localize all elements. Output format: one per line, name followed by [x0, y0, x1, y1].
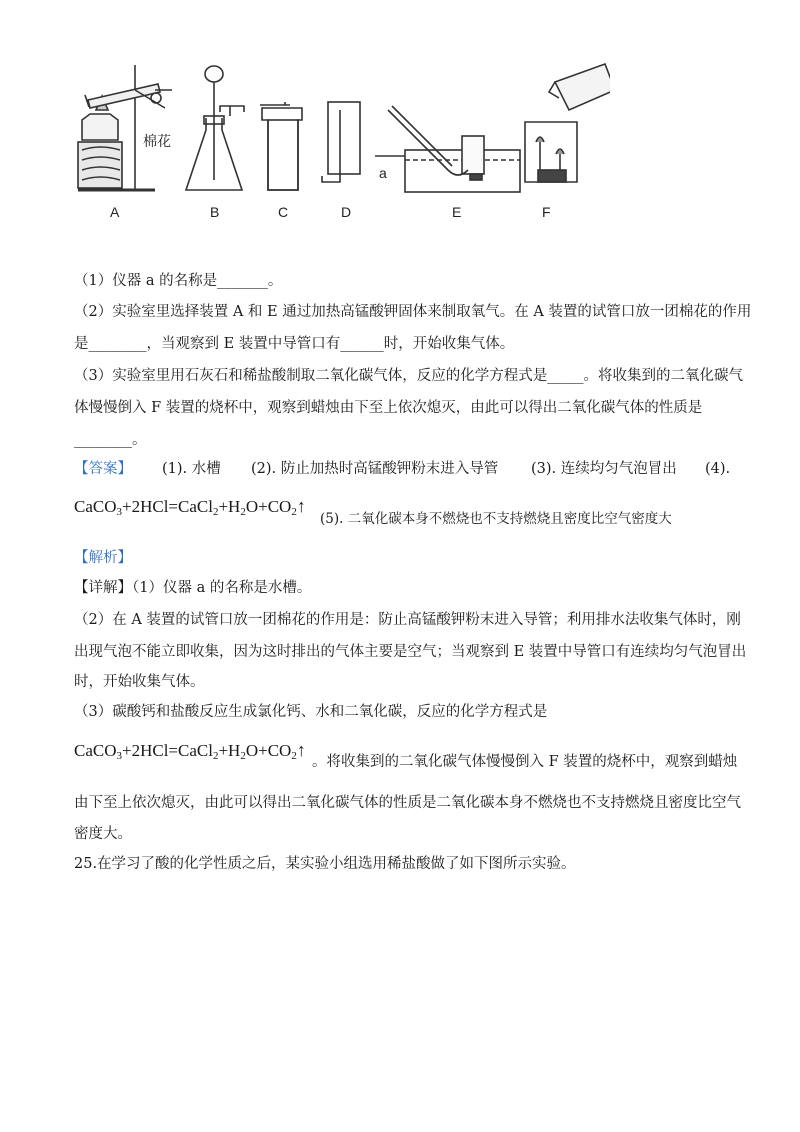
apparatus-label-e: E: [452, 204, 462, 220]
apparatus-label-b: B: [210, 204, 220, 220]
next-question-25: 25.在学习了酸的化学性质之后，某实验小组选用稀盐酸做了如下图所示实验。: [74, 856, 576, 872]
question-3-line-3: ________。: [74, 432, 147, 448]
answer-equation: $CaCO_3+2HCl=CaCl_2+H_2O+CO_2↑$: [74, 496, 306, 518]
apparatus-b-drawing: [186, 66, 244, 190]
answer-4: (4).: [705, 461, 731, 477]
analysis-2-line-2: 出现气泡不能立即收集，因为这时排出的气体主要是空气；当观察到 E 装置中导管口有连续均匀气泡冒出: [74, 644, 747, 660]
apparatus-c-drawing: [260, 102, 302, 190]
analysis-equation: $CaCO_3+2HCl=CaCl_2+H_2O+CO_2↑$: [74, 740, 306, 762]
apparatus-label-a: A: [110, 204, 120, 220]
analysis-tag: 【解析】: [74, 550, 132, 566]
apparatus-label-c: C: [278, 204, 289, 220]
question-2-line-1: （2）实验室里选择装置 A 和 E 通过加热高锰酸钾固体来制取氧气。在 A 装置的试管口放一团棉花的作用: [74, 304, 752, 320]
apparatus-label-d: D: [341, 204, 352, 220]
cotton-label: 棉花: [143, 133, 171, 149]
analysis-3-line-3: 由下至上依次熄灭，由此可以得出二氧化碳气体的性质是二氧化碳本身不燃烧也不支持燃烧且密度比空气: [74, 795, 741, 811]
detail-tag: 【详解】: [74, 580, 132, 596]
answer-tag: 【答案】: [74, 461, 132, 477]
question-1: （1）仪器 a 的名称是_______。: [74, 273, 283, 289]
answer-1: (1). 水槽: [162, 461, 221, 477]
answer-3: (3). 连续均匀气泡冒出: [531, 461, 677, 477]
apparatus-f-drawing: [525, 64, 610, 182]
analysis-3-line-1: （3）碳酸钙和盐酸反应生成氯化钙、水和二氧化碳，反应的化学方程式是: [74, 704, 548, 720]
analysis-3-line-4: 密度大。: [74, 826, 132, 842]
question-3-line-1: （3）实验室里用石灰石和稀盐酸制取二氧化碳气体，反应的化学方程式是_____。将收集到的二氧化碳气: [74, 368, 743, 384]
apparatus-label-f: F: [542, 204, 551, 220]
answer-2: (2). 防止加热时高锰酸钾粉末进入导管: [251, 461, 499, 477]
answer-5: (5). 二氧化碳本身不燃烧也不支持燃烧且密度比空气密度大: [320, 511, 672, 527]
question-2-line-2: 是________，当观察到 E 装置中导管口有______时，开始收集气体。: [74, 336, 515, 352]
apparatus-d-drawing: [322, 102, 360, 182]
detail-text-1: （1）仪器 a 的名称是水槽。: [132, 580, 312, 596]
apparatus-e-drawing: [375, 106, 520, 192]
analysis-2-line-1: （2）在 A 装置的试管口放一团棉花的作用是：防止高锰酸钾粉末进入导管；利用排水法收集气体时，刚: [74, 612, 741, 628]
analysis-detail-1: [74, 578, 311, 598]
analysis-3-after-equation: 。将收集到的二氧化碳气体慢慢倒入 F 装置的烧杯中，观察到蜡烛: [312, 754, 738, 770]
water-trough-label-a: a: [379, 165, 387, 181]
apparatus-figure: [70, 60, 610, 225]
apparatus-a-drawing: [78, 65, 172, 190]
question-3-line-2: 体慢慢倒入 F 装置的烧杯中，观察到蜡烛由下至上依次熄灭，由此可以得出二氧化碳气体的性质是: [74, 400, 703, 416]
analysis-2-line-3: 时，开始收集气体。: [74, 674, 205, 690]
